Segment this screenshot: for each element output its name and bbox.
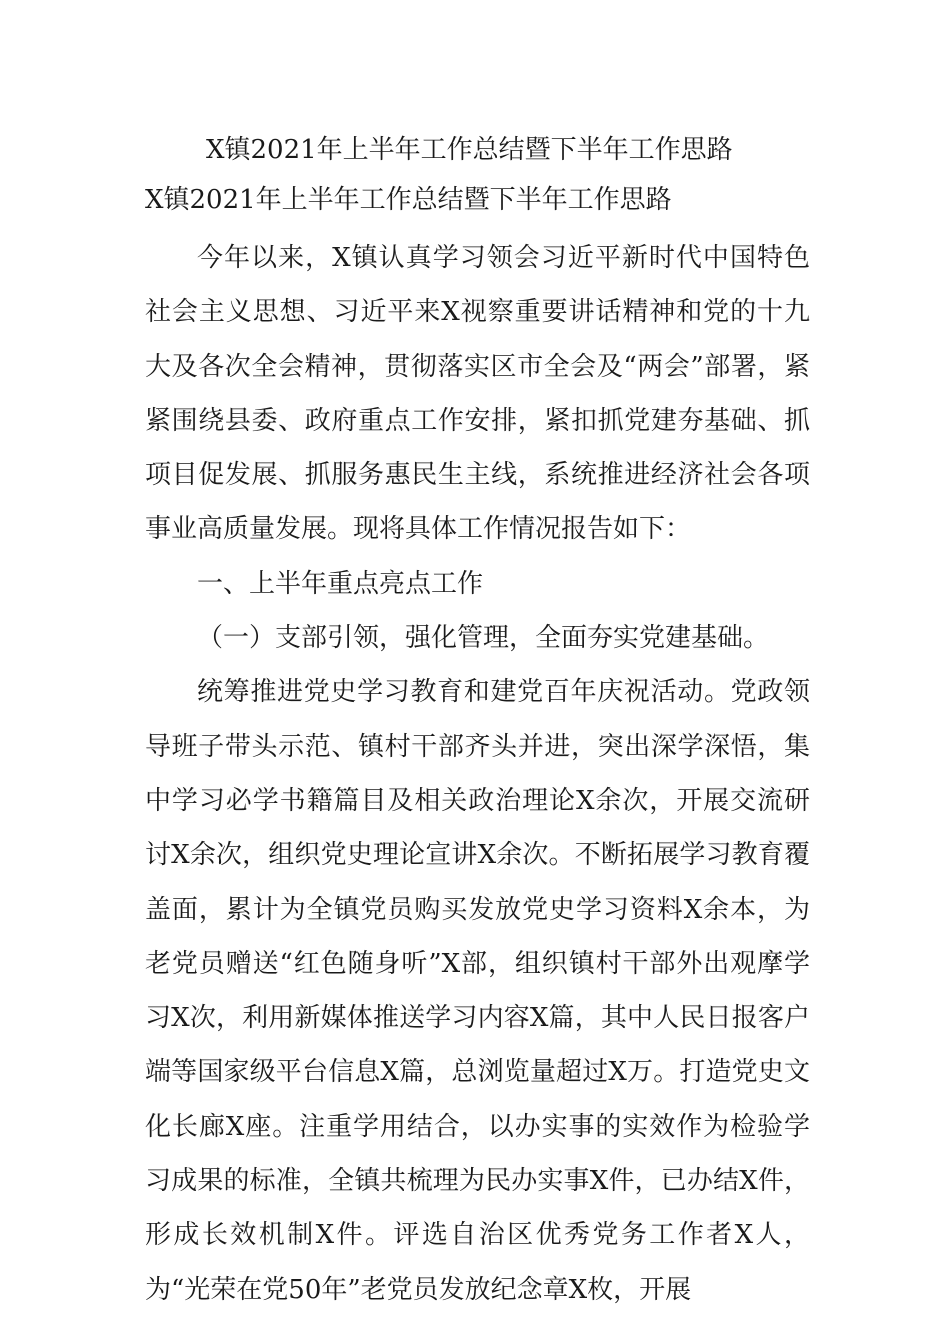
section-heading: 一、上半年重点亮点工作 [197,568,484,599]
document-body [145,231,810,1317]
document-subtitle: X镇2021年上半年工作总结暨下半年工作思路 [145,185,672,215]
intro-paragraph: 今年以来，X镇认真学习领会习近平新时代中国特色社会主义思想、习近平来X视察重要讲话精神和党的十九大及各次全会精神，贯彻落实区市全会及“两会”部署，紧紧围绕县委、政府重点工作安排，紧扣抓党建夯基础、抓项目促发展、抓服务惠民生主线，系统推进经济社会各项事业高质量发展。现将具体工作情况报告如下： [145,243,810,545]
document-title: X镇2021年上半年工作总结暨下半年工作思路 [206,135,733,165]
subsection-heading: （一）支部引领，强化管理，全面夯实党建基础。 [197,623,770,654]
body-paragraph: 统筹推进党史学习教育和建党百年庆祝活动。党政领导班子带头示范、镇村干部齐头并进，突出深学深悟，集中学习必学书籍篇目及相关政治理论X余次，开展交流研讨X余次，组织党史理论宣讲X余次。不断拓展学习教育覆盖面，累计为全镇党员购买发放党史学习资料X余本，为老党员赠送“红色随身听”X部，组织镇村干部外出观摩学习X次，利用新媒体推送学习内容X篇，其中人民日报客户端等国家级平台信息X篇，总浏览量超过X万。打造党史文化长廊X座。注重学用结合，以办实事的实效作为检验学习成果的标准，全镇共梳理为民办实事X件，已办结X件，形成长效机制X件。评选自治区优秀党务工作者X人，为“光荣在党50年”老党员发放纪念章X枚，开展 [145,677,810,1305]
